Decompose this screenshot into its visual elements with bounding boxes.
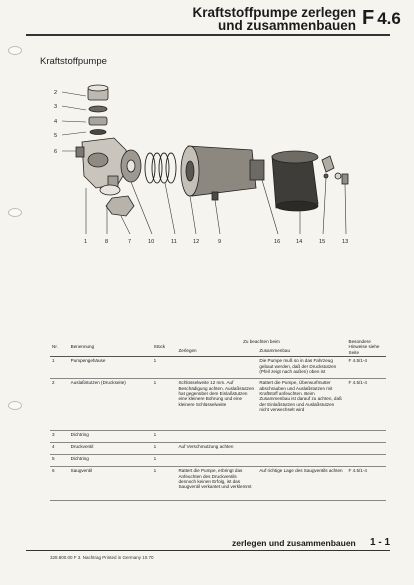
cell-hinweise	[347, 443, 386, 455]
diagram-label-6: 6	[54, 149, 58, 155]
cell-nr: 1	[52, 358, 55, 364]
diagram-label-14: 14	[296, 239, 303, 245]
header-title-line1: Kraftstoffpumpe zerlegen	[192, 5, 356, 20]
cell-benennung: Druckventil	[70, 444, 94, 450]
col-zerlegen: Zerlegen	[176, 347, 257, 357]
cell-nr: 3	[52, 432, 55, 438]
col-nr: Nr.	[50, 338, 69, 357]
cell-nr: 4	[52, 444, 55, 450]
cell-hinweise: F 4.5/1-4	[348, 358, 367, 364]
cell-benennung: Dichtring	[70, 456, 89, 462]
col-zusammenbau: Zusammenbau	[257, 347, 346, 357]
cell-zerlegen: Auf Verschmutzung achten	[178, 444, 234, 450]
cell-zusammenbau	[257, 431, 346, 443]
diaphragm-disc	[121, 150, 141, 182]
valve-parts-stack	[88, 85, 108, 135]
table-row	[50, 443, 386, 455]
diagram-label-11: 11	[171, 239, 177, 245]
parts-table	[50, 338, 386, 501]
cell-zusammenbau: Rattert die Pumpe, Überwurfmutter abschrauben und Auslaßstutzen mit Kraftstoff anfeuchten. Beim Zusammenbau ist darauf zu achten, daß der Einlaßstutzen und Auslaßstutzen nicht verwechselt wird	[259, 380, 342, 413]
exploded-pump-diagram	[0, 0, 414, 260]
diagram-label-2: 2	[54, 90, 58, 96]
diagram-label-4: 4	[54, 119, 58, 125]
diagram-label-8: 8	[105, 239, 109, 245]
cell-hinweise	[347, 431, 386, 443]
table-row	[50, 467, 386, 501]
cell-zerlegen	[176, 357, 257, 379]
header-title-line2: und zusammenbauen	[217, 18, 356, 33]
diagram-label-1: 1	[84, 239, 88, 245]
diagram-label-13: 13	[342, 239, 349, 245]
cell-hinweise	[347, 455, 386, 467]
table-row	[50, 357, 386, 379]
diagram-label-5: 5	[54, 133, 58, 139]
cell-zusammenbau	[257, 455, 346, 467]
nut-and-washer	[100, 185, 134, 216]
cell-zerlegen	[176, 455, 257, 467]
cell-zusammenbau: Auf richtige Lage des Saugventils achten	[259, 468, 343, 474]
footer-rule	[26, 550, 390, 551]
cover-cylinder	[272, 151, 318, 211]
cell-nr: 6	[52, 468, 55, 474]
print-info: 328.800.00 F 3. Nachtrag Printed in Germany 10.70	[50, 555, 154, 560]
col-stueck: Stück	[152, 338, 177, 357]
cell-zerlegen: Rattert die Pumpe, erbringt das Anfeuchten des Druckventils dennoch keinen Erfolg, ist das Saugventil verkantet und verklemmt	[178, 468, 252, 490]
section-title: Kraftstoffpumpe	[40, 56, 107, 67]
cell-zerlegen: Schlüsselweite 12 mm. Auf Beschädigung achten. Auslaßstutzen hat gegenüber dem Einlaßstutzen eine kleinere Bohrung und eine kleinere Schlüsselweite	[178, 380, 255, 407]
cell-benennung: Pumpengehäuse	[70, 358, 106, 364]
cell-stueck: 1	[153, 468, 157, 474]
diagram-label-16: 16	[274, 239, 281, 245]
diagram-label-3: 3	[54, 104, 58, 110]
page-number: 1 - 1	[370, 537, 391, 548]
cell-zusammenbau: Die Pumpe muß so in das Fahrzeug gebaut werden, daß der Druckstutzen (Pfeil zeigt nach außen) oben ist	[259, 358, 337, 375]
cell-stueck: 1	[153, 432, 157, 438]
col-group-zu-beachten: Zu beachten beim	[243, 339, 280, 344]
cell-benennung: Dichtring	[70, 432, 89, 438]
table-row	[50, 455, 386, 467]
footer-title: zerlegen und zusammenbauen	[232, 538, 356, 548]
cell-nr: 5	[52, 456, 55, 462]
table-row	[50, 431, 386, 443]
diagram-label-12: 12	[193, 239, 200, 245]
diagram-label-15: 15	[319, 239, 326, 245]
cell-hinweise: F 4.5/1-4	[348, 380, 367, 386]
punch-hole-bottom	[8, 401, 22, 410]
table-row	[50, 379, 386, 431]
diagram-label-10: 10	[148, 239, 155, 245]
cell-stueck: 1	[153, 444, 157, 450]
pump-housing	[76, 138, 128, 190]
cell-zusammenbau	[257, 443, 346, 455]
cell-stueck: 1	[153, 456, 157, 462]
cell-hinweise: F 4.5/1-4	[348, 468, 367, 474]
col-benennung: Benennung	[69, 338, 152, 357]
diagram-label-7: 7	[128, 239, 132, 245]
cell-benennung: Saugventil	[70, 468, 93, 474]
section-code-number: 4.6	[377, 9, 401, 28]
col-hinweise: Besondere Hinweise siehe Seite	[347, 338, 386, 357]
motor-body	[181, 146, 264, 200]
cell-nr: 2	[52, 380, 55, 386]
table-header-row	[50, 338, 386, 347]
cell-zerlegen	[176, 431, 257, 443]
cell-stueck: 1	[153, 358, 157, 364]
spring	[145, 153, 176, 183]
cell-benennung: Auslaßstutzen (Druckseite)	[70, 380, 126, 386]
cell-stueck: 1	[153, 380, 157, 386]
diagram-label-9: 9	[218, 239, 222, 245]
section-code-letter: F	[362, 7, 375, 29]
